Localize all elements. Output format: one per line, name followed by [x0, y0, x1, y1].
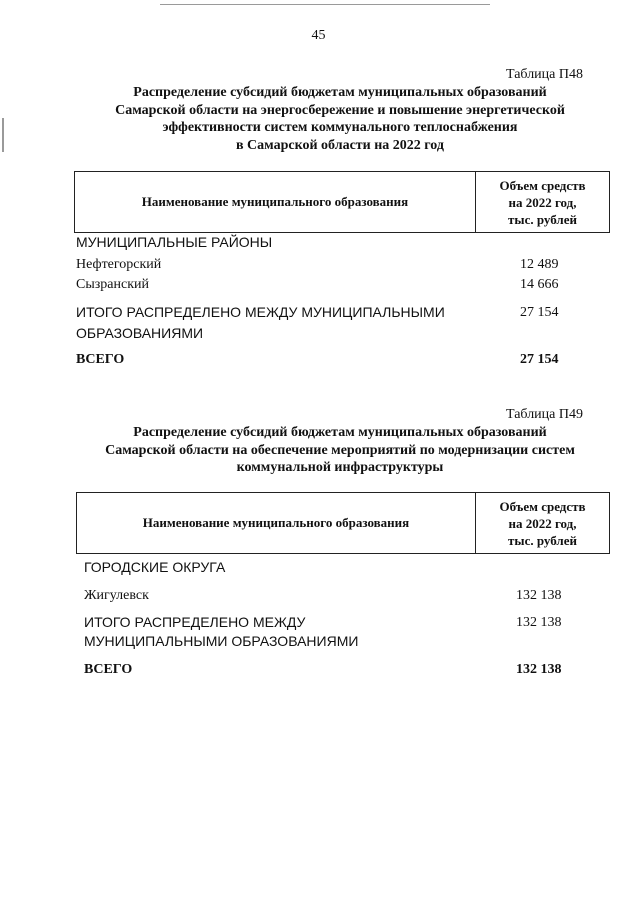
scan-artifact-left	[2, 118, 4, 152]
row-value: 12 489	[520, 257, 559, 272]
subtotal-label: ИТОГО РАСПРЕДЕЛЕНО МЕЖДУ МУНИЦИПАЛЬНЫМИ	[76, 304, 445, 320]
section-heading: МУНИЦИПАЛЬНЫЕ РАЙОНЫ	[76, 234, 273, 250]
section-heading: ГОРОДСКИЕ ОКРУГА	[84, 559, 226, 575]
table-label: Таблица П49	[506, 407, 583, 422]
title-line: коммунальной инфраструктуры	[236, 460, 444, 475]
row-name: Сызранский	[76, 277, 149, 292]
table-label: Таблица П48	[506, 67, 583, 82]
title-line: Распределение субсидий бюджетам муниципальных образований	[133, 425, 547, 440]
title-line: эффективности систем коммунального теплоснабжения	[162, 120, 518, 135]
scan-artifact-top	[160, 4, 490, 5]
column-header-volume-line: Объем средств	[499, 498, 586, 514]
column-header-volume-line: тыс. рублей	[508, 532, 577, 548]
column-header-name: Наименование муниципального образования	[77, 493, 476, 553]
column-header-volume-line: Объем средств	[499, 177, 586, 193]
total-value: 27 154	[520, 352, 559, 367]
subtotal-label: МУНИЦИПАЛЬНЫМИ ОБРАЗОВАНИЯМИ	[84, 633, 359, 649]
column-header-volume	[476, 172, 609, 232]
column-header-volume-line: на 2022 год,	[508, 194, 577, 210]
row-name: Жигулевск	[84, 588, 149, 603]
row-name: Нефтегорский	[76, 257, 162, 272]
total-label: ВСЕГО	[84, 662, 133, 677]
row-value: 132 138	[516, 588, 562, 603]
title-line: в Самарской области на 2022 год	[236, 137, 444, 153]
subtotal-value: 27 154	[520, 305, 559, 320]
column-header-volume	[476, 493, 609, 553]
row-value: 14 666	[520, 277, 559, 292]
column-header-volume-line: тыс. рублей	[508, 211, 577, 227]
table-header	[74, 171, 610, 233]
subtotal-label: ИТОГО РАСПРЕДЕЛЕНО МЕЖДУ	[84, 614, 306, 630]
table-header	[76, 492, 610, 554]
title-line: Самарской области на обеспечение мероприятий по модернизации систем	[105, 442, 575, 458]
subtotal-label: ОБРАЗОВАНИЯМИ	[76, 325, 204, 341]
table-title	[60, 424, 620, 477]
total-label: ВСЕГО	[76, 352, 125, 367]
column-header-volume-line: на 2022 год,	[508, 515, 577, 531]
column-header-name: Наименование муниципального образования	[75, 172, 476, 232]
total-value: 132 138	[516, 662, 562, 677]
table-title	[60, 84, 620, 154]
page-number: 45	[311, 28, 326, 43]
subtotal-value: 132 138	[516, 615, 562, 630]
title-line: Распределение субсидий бюджетам муниципальных образований	[133, 85, 547, 100]
title-line: Самарской области на энергосбережение и повышение энергетической	[115, 102, 565, 118]
